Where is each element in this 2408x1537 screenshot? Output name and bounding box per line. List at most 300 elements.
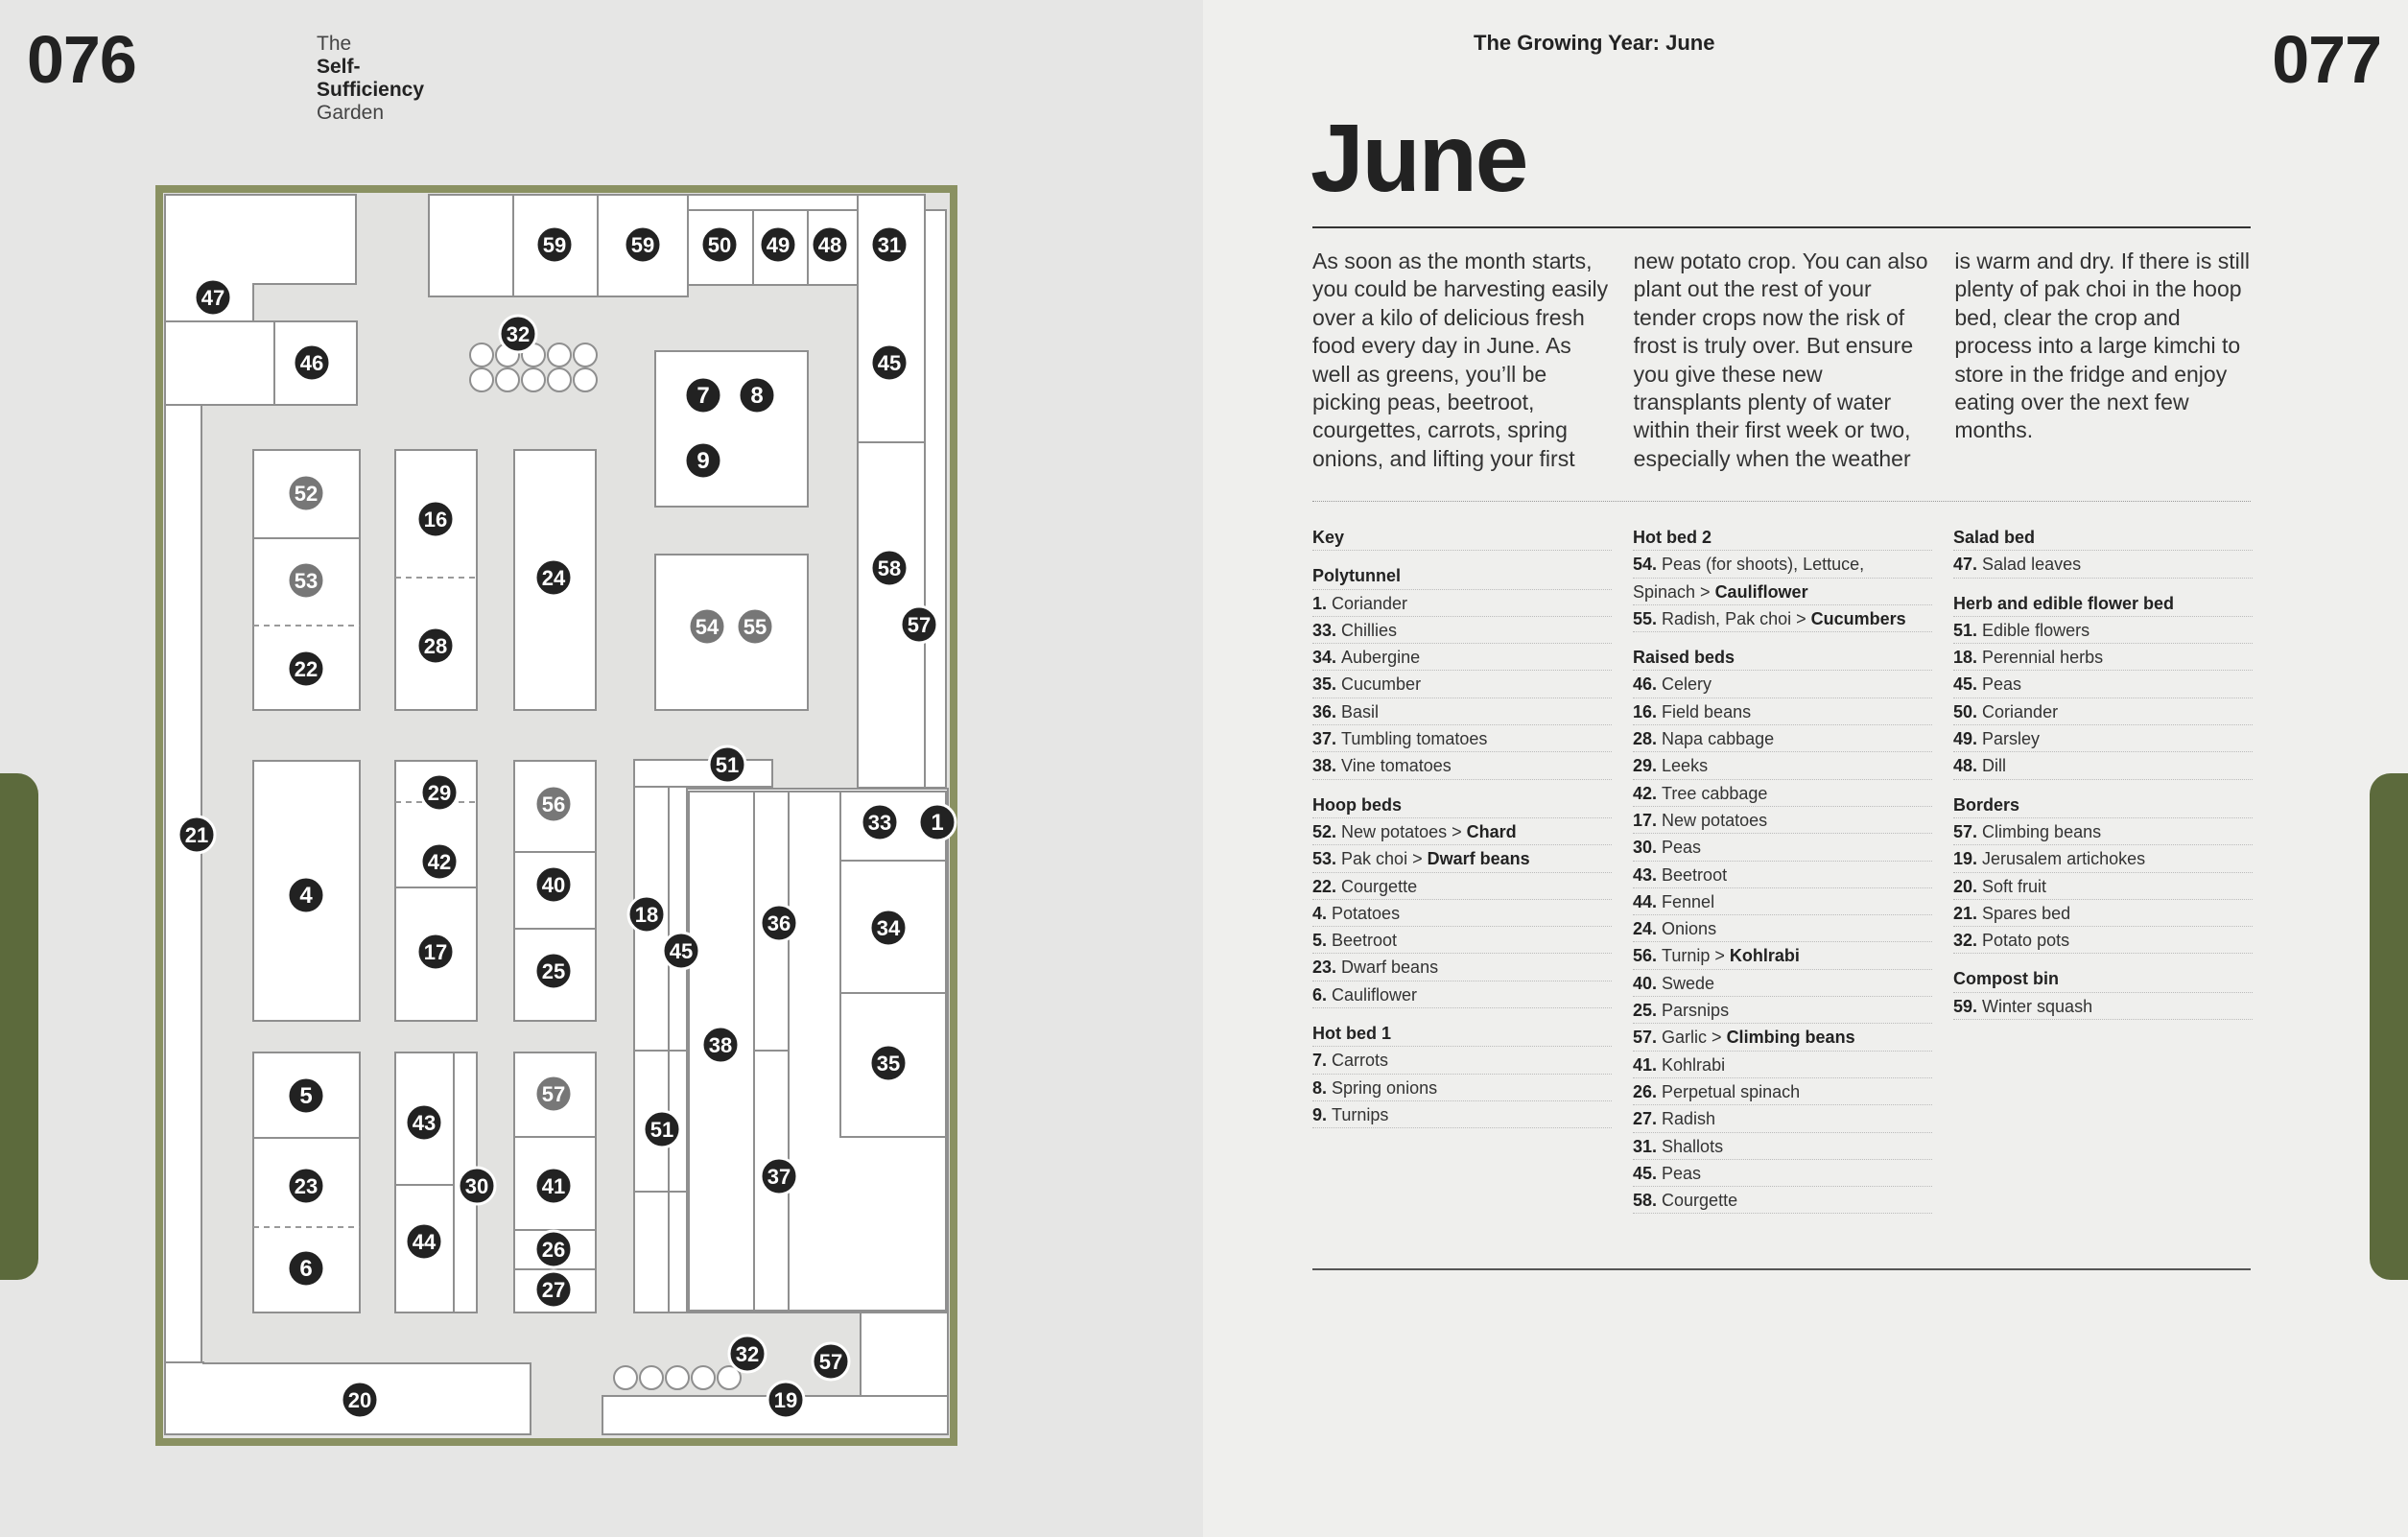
compost-bin: [429, 195, 513, 296]
key-item: [1312, 752, 1612, 779]
plan-marker: [761, 905, 797, 941]
key-item-number: 48.: [1953, 756, 1983, 776]
plan-marker-label: 18: [634, 903, 659, 927]
plan-marker-label: 7: [696, 383, 710, 409]
key-group-title: Raised beds: [1633, 644, 1932, 671]
key-item-number: 57.: [1953, 821, 1983, 841]
intro-text: [1312, 248, 2251, 473]
plan-marker: [871, 344, 908, 381]
key-item: [1633, 915, 1932, 942]
plan-marker-label: 38: [708, 1033, 733, 1057]
key-item-text: Beetroot: [1662, 864, 1728, 885]
key-item: [1953, 698, 2253, 725]
key-group-title: Hot bed 2: [1633, 524, 1932, 551]
border-bed-57: [861, 1312, 948, 1396]
plan-marker: [813, 1343, 849, 1380]
plan-marker-label: 17: [423, 940, 448, 964]
page-number-left: 076: [27, 22, 136, 97]
key-item-text: Kohlrabi: [1662, 1054, 1726, 1075]
plan-marker: [535, 1271, 572, 1308]
key-item-text: Turnips: [1332, 1104, 1389, 1124]
plan-marker: [178, 816, 215, 853]
key-group-title: Hot bed 1: [1312, 1020, 1612, 1047]
plan-marker: [760, 226, 796, 263]
key-item-text: Pak choi > Dwarf beans: [1341, 849, 1530, 869]
plan-marker: [417, 934, 454, 970]
plan-marker-label: 22: [294, 657, 319, 681]
key-item: [1312, 671, 1612, 698]
plan-marker: [737, 608, 773, 645]
plan-marker-label: 56: [541, 792, 566, 816]
key-group-title: Borders: [1953, 792, 2253, 818]
key-item: [1633, 780, 1932, 807]
plan-marker-label: 31: [877, 233, 902, 257]
plan-marker-label: 55: [743, 615, 767, 639]
plan-marker-label: 45: [669, 939, 694, 963]
plan-marker-label: 32: [506, 322, 531, 346]
plan-marker-label: 29: [427, 781, 452, 805]
key-item-number: 16.: [1633, 701, 1663, 721]
key-item: [1953, 617, 2253, 644]
plan-marker: [406, 1104, 442, 1141]
key-item: [1633, 1133, 1932, 1160]
key-item-number: 43.: [1633, 864, 1663, 885]
key-item: [1633, 752, 1932, 779]
key-column: [1312, 524, 1612, 1140]
key-item-number: 38.: [1312, 756, 1342, 776]
plan-marker-label: 6: [299, 1256, 313, 1282]
key-item-number: 56.: [1633, 946, 1663, 966]
key-item-number: 32.: [1953, 931, 1983, 951]
key-item-number: 57.: [1633, 1028, 1663, 1048]
climbing-bean-border: [925, 210, 946, 788]
plan-marker-label: 36: [767, 911, 791, 935]
potato-pot: [574, 368, 597, 391]
plan-marker: [288, 650, 324, 687]
key-item: [1633, 698, 1932, 725]
key-item-text: Edible flowers: [1982, 620, 2090, 640]
plan-marker-label: 30: [464, 1174, 489, 1198]
plan-marker-label: 57: [541, 1082, 566, 1106]
key-item-text: Turnip > Kohlrabi: [1662, 946, 1800, 966]
key-item-text: Peas: [1662, 1163, 1702, 1183]
plan-marker-label: 25: [541, 959, 566, 983]
key-item-text: Potatoes: [1332, 903, 1401, 923]
key-item: [1633, 671, 1932, 698]
key-item: [1312, 873, 1612, 900]
key-item-text: Courgette: [1341, 876, 1418, 896]
plan-marker: [644, 1111, 680, 1147]
book-title-line: Self-: [317, 56, 361, 78]
plan-marker: [535, 866, 572, 903]
key-item: [1312, 617, 1612, 644]
plan-marker-label: 50: [707, 233, 732, 257]
plan-marker: [729, 1336, 766, 1372]
plan-marker-label: 43: [412, 1111, 437, 1135]
key-item-number: 59.: [1953, 996, 1983, 1016]
plan-marker-label: 59: [630, 233, 655, 257]
plan-marker-label: 34: [876, 916, 901, 940]
key-group-title: Hoop beds: [1312, 792, 1612, 818]
key-item-number: 20.: [1953, 876, 1983, 896]
key-item: [1633, 1105, 1932, 1132]
key-item-number: 45.: [1953, 674, 1983, 695]
plan-marker: [288, 562, 324, 599]
key-item-number: 33.: [1312, 620, 1342, 640]
plan-marker: [761, 1158, 797, 1194]
key-item-text: Cauliflower: [1332, 984, 1418, 1005]
key-item-number: 37.: [1312, 729, 1342, 749]
plan-marker: [663, 933, 699, 969]
book-title-line: Sufficiency: [317, 79, 425, 101]
spares-bed-border: [165, 405, 201, 1364]
plan-marker: [288, 1168, 324, 1204]
potato-pot: [614, 1366, 637, 1389]
key-item: [1312, 900, 1612, 927]
key-item-text: New potatoes: [1662, 810, 1768, 830]
key-item-number: 30.: [1633, 838, 1663, 858]
key-top-rule: [1312, 501, 2251, 502]
key-item-number: 21.: [1953, 903, 1983, 923]
plan-marker-label: 21: [184, 823, 209, 847]
key-item: [1953, 993, 2253, 1020]
key-item: [1633, 807, 1932, 834]
key-item-number: 42.: [1633, 783, 1663, 803]
key-item: [1633, 579, 1932, 605]
key-item-text: Field beans: [1662, 701, 1752, 721]
key-item: [1633, 888, 1932, 915]
plan-marker-label: 48: [817, 233, 842, 257]
book-title-line: The: [317, 33, 352, 55]
title-rule: [1312, 226, 2251, 228]
key-item-number: 1.: [1312, 593, 1333, 613]
plan-marker: [535, 786, 572, 822]
key-item-number: 45.: [1633, 1163, 1663, 1183]
plan-marker: [535, 1076, 572, 1112]
key-group: [1312, 1020, 1612, 1128]
plan-marker: [459, 1168, 495, 1204]
key-item: [1312, 954, 1612, 981]
plan-marker-label: 46: [299, 351, 324, 375]
key-item-text: Fennel: [1662, 891, 1715, 911]
key-item: [1953, 551, 2253, 578]
plan-marker-label: 23: [294, 1174, 319, 1198]
plan-marker-label: 40: [541, 873, 566, 897]
potato-pot: [574, 343, 597, 367]
plan-marker: [294, 344, 330, 381]
key-group: [1312, 562, 1612, 779]
potato-pot: [470, 368, 493, 391]
running-head: The Growing Year: June: [1474, 31, 1715, 55]
key-item-text: Radish: [1662, 1109, 1716, 1129]
key-item-text: Carrots: [1332, 1051, 1389, 1071]
plan-marker-label: 44: [412, 1230, 437, 1254]
key-item-number: 58.: [1633, 1191, 1663, 1211]
plan-marker: [739, 377, 775, 414]
key-item-number: 41.: [1633, 1054, 1663, 1075]
key-item-text: Beetroot: [1332, 931, 1398, 951]
key-item: [1953, 845, 2253, 872]
key-item-text: Dill: [1982, 756, 2007, 776]
plan-marker-label: 26: [541, 1238, 566, 1262]
plan-marker: [288, 475, 324, 511]
key-item: [1633, 1187, 1932, 1214]
key-item-text: Tumbling tomatoes: [1341, 729, 1488, 749]
key-item-text: Chillies: [1341, 620, 1398, 640]
key-item-number: 23.: [1312, 958, 1342, 978]
key-item-number: 51.: [1953, 620, 1983, 640]
key-item-number: 8.: [1312, 1077, 1333, 1098]
plan-marker: [628, 896, 665, 933]
key-item-text: Peas: [1982, 674, 2022, 695]
key-item-next-crop: Climbing beans: [1726, 1028, 1855, 1048]
plan-marker-label: 49: [766, 233, 791, 257]
key-item: [1633, 725, 1932, 752]
key-item: [1633, 1024, 1932, 1051]
key-item-text: Basil: [1341, 701, 1380, 721]
key-item-text: Leeks: [1662, 756, 1709, 776]
key-item-number: 19.: [1953, 849, 1983, 869]
key-item: [1633, 1078, 1932, 1105]
key-item-text: Spring onions: [1332, 1077, 1438, 1098]
plan-marker: [689, 608, 725, 645]
plan-marker: [195, 279, 231, 316]
key-item-number: 27.: [1633, 1109, 1663, 1129]
key-item-number: 17.: [1633, 810, 1663, 830]
key-item-text: Onions: [1662, 919, 1717, 939]
potato-pot: [692, 1366, 715, 1389]
key-item-text: Spinach > Cauliflower: [1633, 581, 1808, 602]
plan-marker-label: 45: [877, 351, 902, 375]
plan-marker: [535, 1168, 572, 1204]
key-item: [1953, 752, 2253, 779]
key-item: [1633, 551, 1932, 578]
key-item-next-crop: Chard: [1466, 821, 1517, 841]
plan-marker-label: 33: [867, 811, 892, 835]
plan-marker: [709, 746, 745, 783]
key-item-text: Peas (for shoots), Lettuce,: [1662, 555, 1865, 575]
key-item-text: Courgette: [1662, 1191, 1738, 1211]
key-item-number: 44.: [1633, 891, 1663, 911]
key-item-text: Spares bed: [1982, 903, 2071, 923]
plan-marker-label: 16: [423, 508, 448, 532]
key-item-number: 26.: [1633, 1081, 1663, 1101]
key-item: [1633, 862, 1932, 888]
key-group: [1953, 965, 2253, 1020]
potato-pot: [470, 343, 493, 367]
plan-marker: [701, 226, 738, 263]
plan-marker-label: 54: [695, 615, 720, 639]
key-group: [1312, 792, 1612, 1008]
key-bottom-rule: [1312, 1268, 2251, 1270]
key-item-number: 55.: [1633, 608, 1663, 628]
key-item-text: Vine tomatoes: [1341, 756, 1452, 776]
potato-pot: [666, 1366, 689, 1389]
plan-marker: [862, 804, 898, 840]
plan-marker: [421, 774, 458, 811]
plan-marker: [685, 377, 721, 414]
plan-marker-label: 41: [541, 1174, 566, 1198]
key-item-number: 29.: [1633, 756, 1663, 776]
key-item: [1953, 725, 2253, 752]
plan-marker-label: 20: [347, 1388, 372, 1412]
key-item: [1312, 1075, 1612, 1101]
potato-pot: [522, 368, 545, 391]
plan-marker: [767, 1382, 804, 1418]
plan-marker: [919, 804, 956, 840]
key-item-number: 49.: [1953, 729, 1983, 749]
garden-plan: [0, 0, 1203, 1537]
plan-marker: [417, 627, 454, 664]
key-item-text: Shallots: [1662, 1136, 1724, 1156]
key-group-title: Herb and edible flower bed: [1953, 590, 2253, 617]
key-item: [1953, 818, 2253, 845]
key-item-text: Tree cabbage: [1662, 783, 1768, 803]
key-item-number: 46.: [1633, 674, 1663, 695]
key-item: [1633, 834, 1932, 861]
key-item-number: 28.: [1633, 729, 1663, 749]
key-group-title: Compost bin: [1953, 965, 2253, 992]
key-item-number: 24.: [1633, 919, 1663, 939]
key-item-text: New potatoes > Chard: [1341, 821, 1517, 841]
key-item: [1312, 1101, 1612, 1128]
plan-marker: [535, 559, 572, 596]
plan-marker-label: 59: [542, 233, 567, 257]
plan-marker: [288, 1250, 324, 1287]
key-item-number: 22.: [1312, 876, 1342, 896]
plan-marker: [812, 226, 848, 263]
potato-pot: [548, 368, 571, 391]
plan-marker: [421, 843, 458, 880]
key-item-text: Cucumber: [1341, 674, 1422, 695]
potato-pot: [496, 368, 519, 391]
intro-column: As soon as the month starts, you could be harvesting easily over a kilo of delicious fresh food every day in June. As well as greens, you’ll be picking peas, beetroot, courgettes, carrots, spring onions, and lifting your first: [1312, 248, 1609, 471]
plan-marker-label: 37: [767, 1165, 791, 1189]
key-group: [1953, 792, 2253, 955]
month-title: June: [1310, 105, 1527, 212]
plan-marker-label: 57: [907, 613, 932, 637]
key-item-next-crop: Dwarf beans: [1427, 849, 1530, 869]
key-item: [1312, 644, 1612, 671]
key-column: [1633, 524, 1932, 1225]
plan-marker: [870, 910, 907, 946]
plan-marker-label: 24: [541, 566, 566, 590]
key-item: [1312, 1047, 1612, 1074]
key-group: [1633, 644, 1932, 1214]
plan-marker: [871, 226, 908, 263]
key-item: [1633, 1052, 1932, 1078]
key-item: [1953, 900, 2253, 927]
key-item-number: 7.: [1312, 1051, 1333, 1071]
plan-marker-label: 1: [931, 810, 944, 836]
key-item-text: Celery: [1662, 674, 1712, 695]
key-group-title: Salad bed: [1953, 524, 2253, 551]
key-item-number: 5.: [1312, 931, 1333, 951]
potato-pot: [640, 1366, 663, 1389]
plan-marker-label: 51: [715, 753, 740, 777]
plan-marker-label: 4: [299, 883, 313, 909]
plan-marker-label: 52: [294, 482, 319, 506]
key-item: [1953, 671, 2253, 698]
plan-marker: [288, 1077, 324, 1114]
key-item: [1633, 970, 1932, 997]
plan-marker-label: 42: [427, 850, 452, 874]
key-item: [1953, 644, 2253, 671]
raised-bed-16-28: [395, 450, 477, 710]
page-number-right: 077: [2272, 22, 2381, 97]
key-item-text: Winter squash: [1982, 996, 2093, 1016]
intro-column: new potato crop. You can also plant out the rest of your tender crops now the risk of frost is truly over. But ensure you give these new transplants plenty of water within their first week or two, especially when the weather: [1633, 248, 1928, 471]
key-item-next-crop: Cucumbers: [1810, 608, 1906, 628]
key-item: [1633, 997, 1932, 1024]
key-item-number: 36.: [1312, 701, 1342, 721]
plan-marker: [536, 226, 573, 263]
plan-marker: [342, 1382, 378, 1418]
key-item-text: Jerusalem artichokes: [1982, 849, 2146, 869]
key-item-text: Coriander: [1982, 701, 2059, 721]
key-item-number: 9.: [1312, 1104, 1333, 1124]
plan-marker: [625, 226, 661, 263]
plan-marker-label: 47: [201, 286, 225, 310]
key-item: [1633, 942, 1932, 969]
key-item: [1312, 818, 1612, 845]
key-item-text: Perpetual spinach: [1662, 1081, 1801, 1101]
key-group: [1953, 590, 2253, 780]
key-item-number: 25.: [1633, 1001, 1663, 1021]
plan-marker-label: 28: [423, 634, 448, 658]
key-item-text: Parsley: [1982, 729, 2041, 749]
hot-bed-1: [655, 351, 808, 507]
key-item-text: Peas: [1662, 838, 1702, 858]
key-item: [1312, 845, 1612, 872]
potato-pot: [548, 343, 571, 367]
plan-marker-label: 35: [876, 1052, 901, 1076]
plan-marker: [870, 1045, 907, 1081]
raised-bed-46-celery: [165, 321, 274, 405]
key-item-number: 35.: [1312, 674, 1342, 695]
key-item-number: 50.: [1953, 701, 1983, 721]
key-item-text: Radish, Pak choi > Cucumbers: [1662, 608, 1906, 628]
herb-bed-strip: [688, 195, 858, 210]
hot-bed-2: [655, 555, 808, 710]
key-item-number: 52.: [1312, 821, 1342, 841]
key-item-number: 34.: [1312, 648, 1342, 668]
key-item-number: 4.: [1312, 903, 1333, 923]
plan-marker-label: 9: [696, 448, 710, 474]
key-item-text: Potato pots: [1982, 931, 2070, 951]
key-item-number: 53.: [1312, 849, 1342, 869]
key-item-text: Climbing beans: [1982, 821, 2102, 841]
key-item-number: 31.: [1633, 1136, 1663, 1156]
book-title-line: Garden: [317, 102, 385, 124]
key-item-number: 18.: [1953, 648, 1983, 668]
key-item-number: 40.: [1633, 973, 1663, 993]
key-item: [1633, 1160, 1932, 1187]
plan-marker: [535, 953, 572, 989]
key-item-text: Parsnips: [1662, 1001, 1730, 1021]
key-item-text: Garlic > Climbing beans: [1662, 1028, 1855, 1048]
plan-marker: [871, 550, 908, 586]
key-item-number: 47.: [1953, 555, 1983, 575]
key-item: [1953, 873, 2253, 900]
key-item-text: Salad leaves: [1982, 555, 2082, 575]
plan-marker-label: 32: [735, 1342, 760, 1366]
plan-marker-label: 51: [649, 1118, 674, 1142]
plan-marker: [685, 442, 721, 479]
plan-marker: [535, 1231, 572, 1267]
key-item-next-crop: Kohlrabi: [1729, 946, 1800, 966]
key-group: [1633, 524, 1932, 632]
